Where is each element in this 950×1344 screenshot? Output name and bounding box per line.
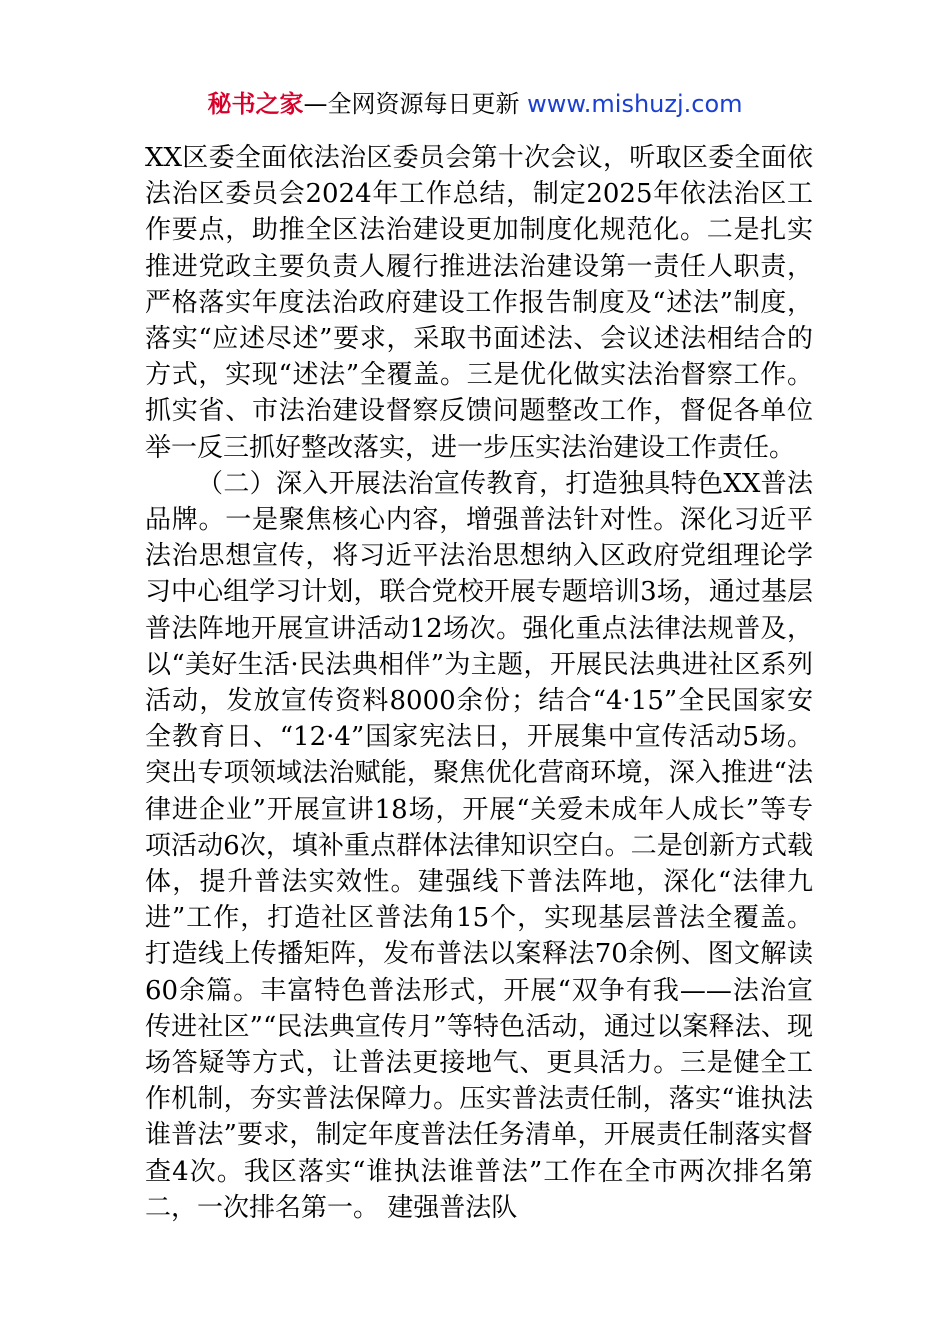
paragraph-continuation: XX区委全面依法治区委员会第十次会议，听取区委全面依法治区委员会2024年工作总结，制定2025年依法治区工作要点，助推全区法治建设更加制度化规范化。二是扎实推进党政主要负责人履行推进法治建设第一责任人职责，严格落实年度法治政府建设工作报告制度及“述法”制度，落实“应述尽述”要求，采取书面述法、会议述法相结合的方式，实现“述法”全覆盖。三是优化做实法治督察工作。抓实省、市法治建设督察反馈问题整改工作，督促各单位举一反三抓好整改落实，进一步压实法治建设工作责任。 [145,143,813,463]
site-brand: 秘书之家 [207,90,304,118]
site-tagline: —全网资源每日更新 [303,90,528,118]
site-header [0,86,950,122]
site-url[interactable]: www.mishuzj.com [527,90,743,118]
paragraph-section-2: （二）深入开展法治宣传教育，打造独具特色XX普法品牌。一是聚焦核心内容，增强普法针对性。深化习近平法治思想宣传，将习近平法治思想纳入区政府党组理论学习中心组学习计划，联合党校开展专题培训3场，通过基层普法阵地开展宣讲活动12场次。强化重点法律法规普及，以“美好生活·民法典相伴”为主题，开展民法典进社区系列活动，发放宣传资料8000余份；结合“4·15”全民国家安全教育日、“12·4”国家宪法日，开展集中宣传活动5场。突出专项领域法治赋能，聚焦优化营商环境，深入推进“法律进企业”开展宣讲18场，开展“关爱未成年人成长”等专项活动6次，填补重点群体法律知识空白。二是创新方式载体，提升普法实效性。建强线下普法阵地，深化“法律九进”工作，打造社区普法角15个，实现基层普法全覆盖。打造线上传播矩阵，发布普法以案释法70余例、图文解读60余篇。丰富特色普法形式，开展“双争有我——法治宣传进社区”“民法典宣传月”等特色活动，通过以案释法、现场答疑等方式，让普法更接地气、更具活力。三是健全工作机制，夯实普法保障力。压实普法责任制，落实“谁执法谁普法”要求，制定年度普法任务清单，开展责任制落实督查4次。我区落实“谁执法谁普法”工作在全市两次排名第二，一次排名第一。 建强普法队 [145,468,813,1223]
document-body [145,140,813,1226]
